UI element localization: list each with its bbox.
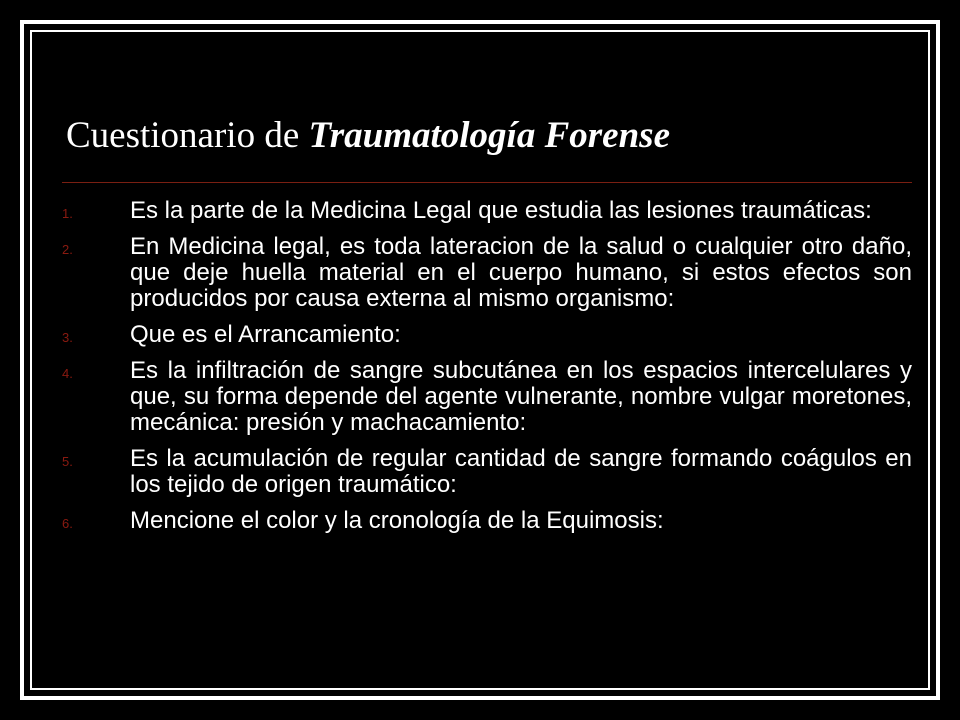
list-item (62, 234, 912, 312)
list-item (62, 322, 912, 348)
item-number: 5. (62, 454, 73, 469)
item-number: 4. (62, 366, 73, 381)
list-item (62, 508, 912, 534)
item-text: Es la parte de la Medicina Legal que estudia las lesiones traumáticas: (130, 197, 872, 224)
title-emphasis: Traumatología Forense (308, 115, 670, 156)
list-item (62, 198, 912, 224)
question-list (62, 198, 912, 544)
item-number: 2. (62, 242, 73, 257)
item-text: En Medicina legal, es toda lateracion de la salud o cualquier otro daño, que deje huella material en el cuerpo humano, si estos efectos son producidos por causa externa al mismo organismo: (130, 233, 912, 312)
slide-title (66, 114, 670, 158)
title-prefix: Cuestionario de (66, 115, 309, 156)
title-divider (62, 182, 912, 183)
item-text: Mencione el color y la cronología de la Equimosis: (130, 507, 664, 534)
item-text: Que es el Arrancamiento: (130, 321, 401, 348)
list-item (62, 446, 912, 498)
list-item (62, 358, 912, 436)
item-number: 6. (62, 516, 73, 531)
item-number: 1. (62, 206, 73, 221)
item-text: Es la acumulación de regular cantidad de sangre formando coágulos en los tejido de origen traumático: (130, 445, 912, 498)
item-text: Es la infiltración de sangre subcutánea en los espacios intercelulares y que, su forma depende del agente vulnerante, nombre vulgar moretones, mecánica: presión y machacamiento: (130, 357, 912, 436)
item-number: 3. (62, 330, 73, 345)
